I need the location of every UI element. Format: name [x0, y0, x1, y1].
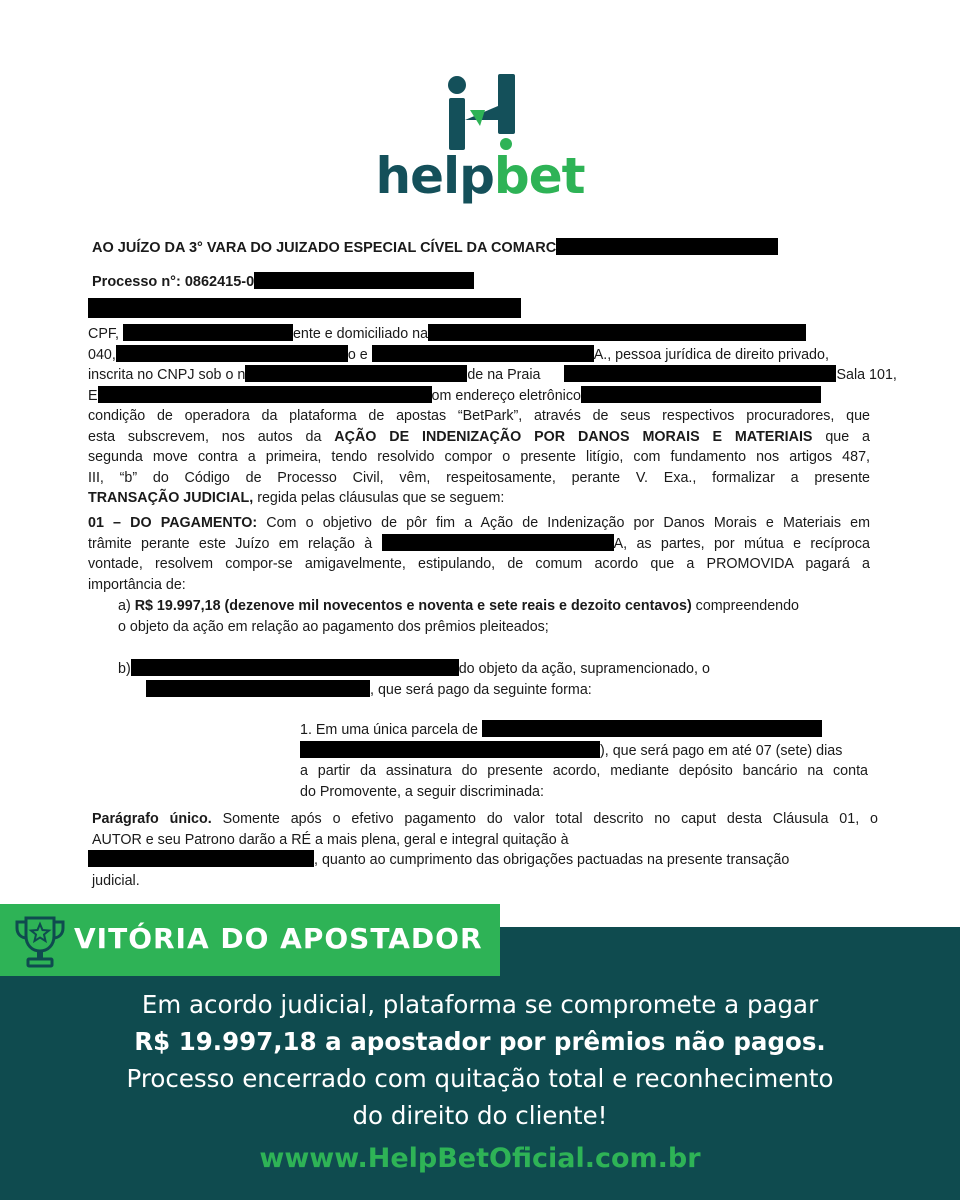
intro-line: condição de operadora da plataforma de apostas “BetPark”, através de seus respectivos procuradores, que	[88, 408, 870, 424]
intro-line	[88, 488, 870, 509]
action-title: AÇÃO DE INDENIZAÇÃO POR DANOS MORAIS E MATERIAIS	[334, 428, 813, 445]
redaction-bar	[123, 324, 293, 341]
intro-line	[88, 345, 870, 366]
victory-badge	[0, 904, 500, 976]
redaction-bar	[146, 680, 370, 697]
summary-text	[0, 986, 960, 1134]
paragraph-text: Somente após o efetivo pagamento do valor total descrito no caput desta Cláusula 01, o	[211, 811, 879, 827]
intro-line: segunda move contra a primeira, tendo resolvido compor o presente litígio, com fundamento nos artigos 487,	[88, 449, 870, 465]
paragraph-title: Parágrafo único.	[92, 811, 212, 827]
summary-line: Processo encerrado com quitação total e reconhecimento	[126, 1064, 834, 1093]
intro-line: III, “b” do Código de Processo Civil, vêm, respeitosamente, perante V. Exa., formalizar a presente	[88, 469, 870, 486]
intro-text: esta subscrevem, nos autos da	[88, 428, 335, 445]
redaction-bar	[88, 850, 314, 867]
brand-wordmark-bet: bet	[493, 147, 585, 205]
intro-paragraph	[88, 324, 897, 509]
item-text: ), que será pago em até 07 (sete) dias	[600, 742, 843, 759]
helpbet-logo-mark-icon	[440, 70, 520, 150]
item-line: o objeto da ação em relação ao pagamento dos prêmios pleiteados;	[118, 618, 549, 635]
paragraph-line	[88, 850, 878, 871]
intro-line	[88, 427, 870, 448]
redaction-bar	[372, 345, 594, 362]
intro-text: que a	[812, 428, 870, 445]
sole-paragraph	[92, 809, 878, 891]
redaction-bar	[254, 272, 474, 289]
clause-payment	[88, 513, 870, 595]
process-number	[92, 272, 792, 293]
clause-text: A, as partes, por mútua e recíproca	[613, 535, 870, 552]
victory-badge-label: VITÓRIA DO APOSTADOR	[74, 922, 483, 955]
intro-text: Sala 101,	[836, 367, 897, 383]
clause-title: 01 – DO PAGAMENTO:	[88, 515, 258, 531]
intro-text: inscrita no CNPJ sob o n	[88, 367, 246, 383]
item-line	[300, 720, 868, 741]
court-heading	[92, 238, 852, 259]
process-number-text: Processo n°: 0862415-0	[92, 274, 255, 290]
intro-text: o e	[347, 346, 372, 363]
redaction-bar	[482, 720, 822, 737]
transaction-title: TRANSAÇÃO JUDICIAL,	[88, 490, 254, 506]
item-prefix: b)	[118, 661, 131, 677]
payment-item-b	[118, 659, 870, 700]
redaction-bar	[245, 365, 467, 382]
item-text: 1. Em uma única parcela de	[300, 722, 479, 738]
item-line: do Promovente, a seguir discriminada:	[300, 783, 544, 800]
item-prefix: a)	[118, 598, 135, 614]
website-link[interactable]: wwww.HelpBetOficial.com.br	[259, 1143, 701, 1174]
redaction-bar	[116, 345, 348, 362]
intro-line	[88, 365, 897, 386]
paragraph-line: AUTOR e seu Patrono darão a RÉ a mais plena, geral e integral quitação à	[92, 831, 569, 848]
brand-wordmark-help: help	[375, 147, 494, 205]
intro-text: regida pelas cláusulas que se seguem:	[253, 490, 505, 506]
clause-line: importância de:	[88, 576, 186, 593]
redaction-bar	[98, 386, 432, 403]
intro-text: 040,	[88, 346, 116, 363]
payment-item-a	[118, 596, 870, 637]
helpbet-logo	[0, 60, 960, 210]
clause-line	[88, 534, 870, 555]
redaction-bar	[382, 534, 614, 551]
item-line	[118, 680, 870, 701]
redaction-bar	[581, 386, 821, 403]
paragraph-text: , quanto ao cumprimento das obrigações pactuadas na presente transação	[314, 852, 790, 868]
intro-line	[88, 324, 870, 345]
summary-amount-line: R$ 19.997,18 a apostador por prêmios não pagos.	[134, 1027, 826, 1056]
item-text: compreendendo	[691, 598, 800, 614]
brand-wordmark	[0, 146, 960, 206]
item-line: a partir da assinatura do presente acordo, mediante depósito bancário na conta	[300, 763, 868, 779]
clause-text: trâmite perante este Juízo em relação à	[88, 535, 382, 552]
intro-text: om endereço eletrônico	[431, 387, 581, 404]
clause-line: vontade, resolvem compor-se amigavelmente, estipulando, de comum acordo que a PROMOVIDA pagará a	[88, 556, 870, 572]
summary-line: Em acordo judicial, plataforma se compromete a pagar	[141, 990, 819, 1019]
installment-item	[300, 720, 868, 802]
item-line	[300, 741, 868, 762]
item-text: do objeto da ação, supramencionado, o	[458, 661, 710, 677]
intro-text: CPF,	[88, 326, 123, 342]
clause-text: Com o objetivo de pôr fim a Ação de Indenização por Danos Morais e Materiais em	[257, 515, 870, 531]
intro-line	[88, 386, 870, 407]
redaction-bar	[556, 238, 778, 255]
redaction-bar	[88, 298, 521, 318]
intro-text: ente e domiciliado na	[292, 326, 429, 342]
court-heading-text: AO JUÍZO DA 3° VARA DO JUIZADO ESPECIAL CÍVEL DA COMARC	[92, 240, 557, 256]
intro-text: E	[88, 387, 98, 404]
summary-line: do direito do cliente!	[352, 1101, 608, 1130]
redaction-bar	[300, 741, 600, 758]
trophy-icon	[12, 912, 68, 970]
paragraph-line: judicial.	[92, 872, 140, 889]
item-line	[118, 596, 870, 617]
redaction-bar	[564, 365, 836, 382]
clause-line	[88, 513, 870, 534]
payment-amount: R$ 19.997,18 (dezenove mil novecentos e noventa e sete reais e dezoito centavos)	[134, 598, 692, 614]
item-line	[118, 659, 870, 680]
item-text: , que será pago da seguinte forma:	[370, 681, 592, 698]
intro-text: A., pessoa jurídica de direito privado,	[593, 346, 829, 363]
paragraph-line	[92, 809, 878, 830]
intro-text: de na Praia	[467, 367, 541, 383]
redaction-bar	[131, 659, 459, 676]
redaction-bar	[428, 324, 806, 341]
